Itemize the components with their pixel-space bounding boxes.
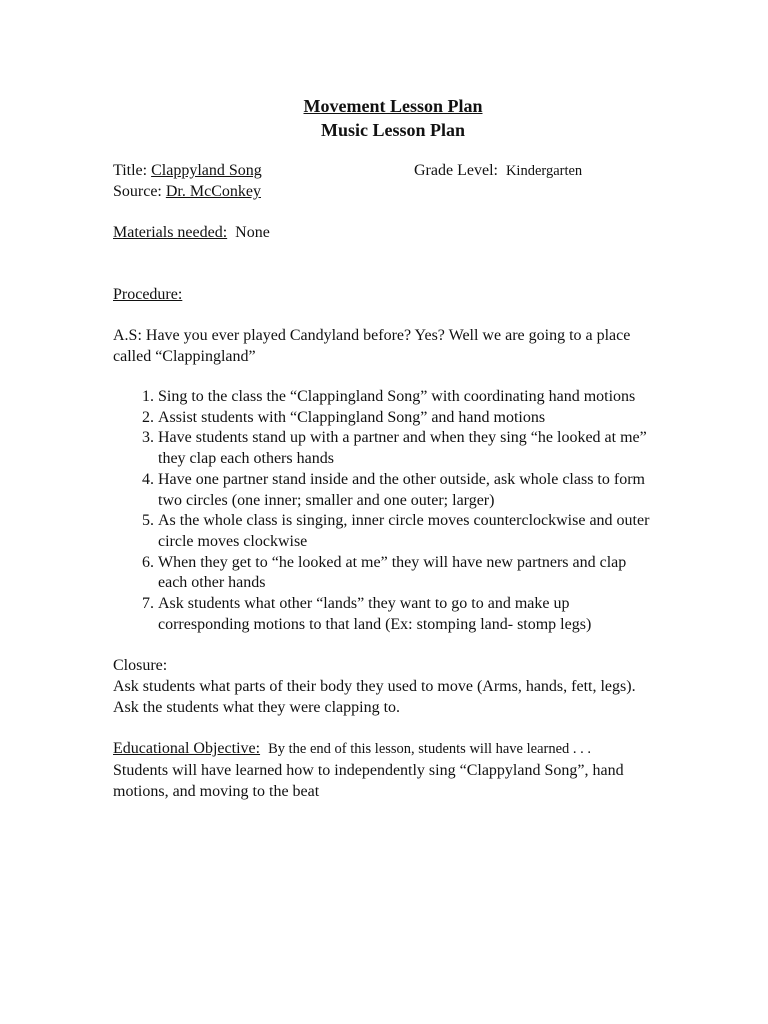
procedure-step: 2. Assist students with “Clappingland Song” and hand motions: [158, 408, 658, 429]
procedure-label: Procedure:: [113, 286, 183, 303]
procedure-step: 5. As the whole class is singing, inner circle moves counterclockwise and outer circle moves clockwise: [158, 511, 658, 552]
document-page: [113, 94, 673, 802]
procedure-intro: A.S: Have you ever played Candyland before? Yes? Well we are going to a place called “Clappingland”: [113, 327, 631, 365]
procedure-heading: [113, 284, 673, 305]
procedure-step: 1. Sing to the class the “Clappingland Song” with coordinating hand motions: [158, 387, 658, 408]
objective-label: Educational Objective:: [113, 740, 261, 758]
title-label: Title:: [113, 162, 148, 179]
document-title-block: [113, 94, 673, 142]
closure-heading: Closure:: [113, 657, 168, 675]
source-value: Dr. McConkey: [165, 183, 261, 200]
procedure-step: 4. Have one partner stand inside and the other outside, ask whole class to form two circles (one inner; smaller and one outer; larger): [158, 470, 658, 511]
materials-label: Materials needed:: [113, 224, 228, 241]
closure-text: Ask students what parts of their body they used to move (Arms, hands, fett, legs). Ask the students what they were clapping to.: [113, 678, 636, 717]
grade-value: Kindergarten: [505, 163, 583, 179]
materials-value: None: [235, 224, 270, 241]
procedure-step: 7. Ask students what other “lands” they want to go to and make up corresponding motions to that land (Ex: stomping land- stomp legs): [158, 594, 658, 635]
title-value: Clappyland Song: [151, 162, 262, 179]
educational-objective: [113, 738, 658, 802]
grade-label: Grade Level:: [414, 162, 498, 179]
procedure-step: 6. When they get to “he looked at me” they will have new partners and clap each other hands: [158, 553, 658, 594]
objective-lead: By the end of this lesson, students will have learned . . .: [268, 741, 592, 758]
source-row: [113, 181, 673, 202]
objective-text: Students will have learned how to independently sing “Clappyland Song”, hand motions, and moving to the beat: [113, 762, 624, 801]
document-title: Movement Lesson Plan: [303, 96, 483, 116]
lesson-meta: [113, 160, 673, 202]
source-label: Source:: [113, 183, 162, 200]
title-row: [113, 160, 673, 181]
procedure-steps: [113, 387, 658, 635]
procedure-step: 3. Have students stand up with a partner and when they sing “he looked at me” they clap each others hands: [158, 428, 658, 469]
document-subtitle: Music Lesson Plan: [320, 120, 466, 140]
grade-level-row: [414, 160, 582, 182]
materials-row: [113, 222, 673, 243]
